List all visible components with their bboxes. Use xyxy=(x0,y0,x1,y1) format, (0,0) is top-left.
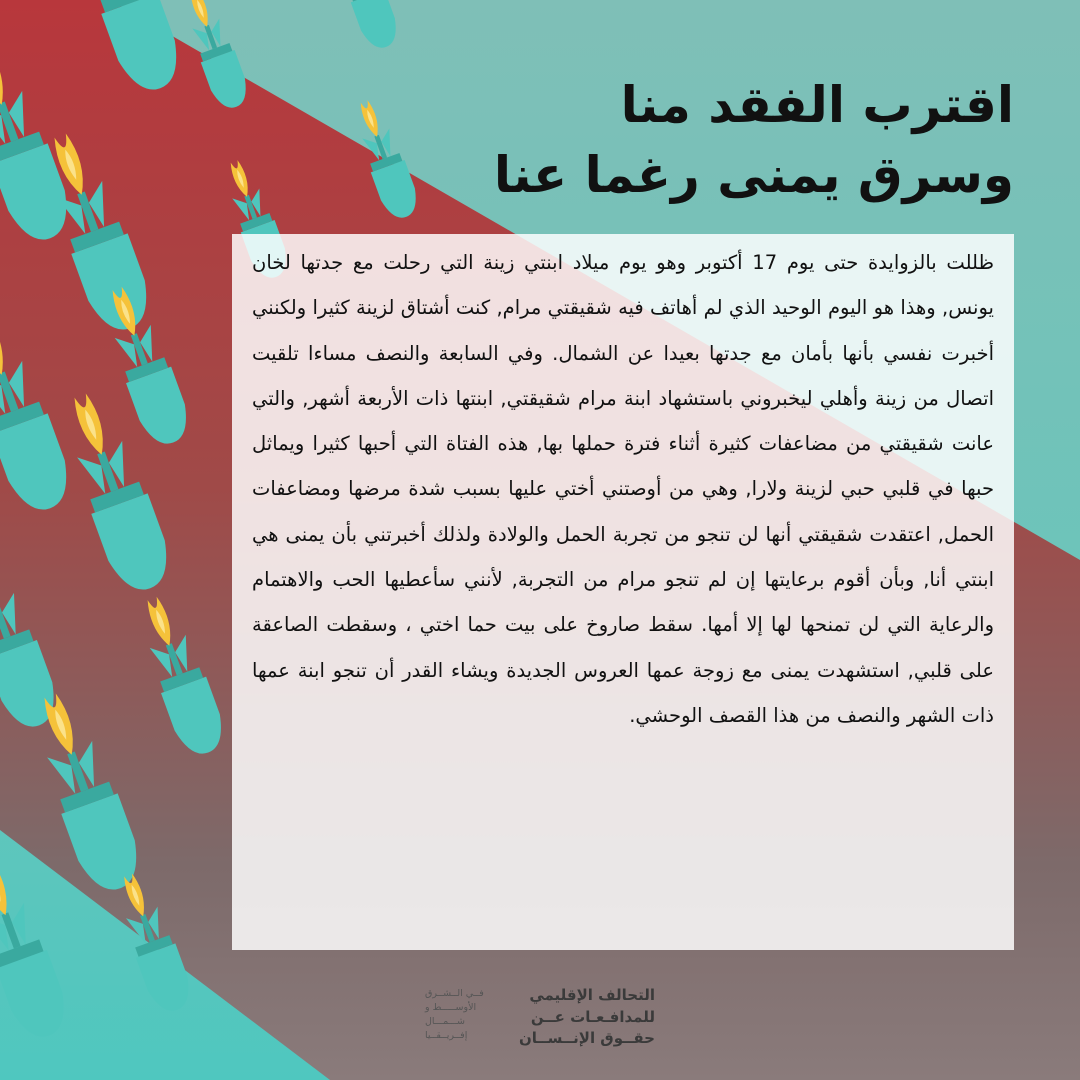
logo-sub-line: شـــمـــال xyxy=(425,1016,465,1027)
logo-main-line: التحالف الإقليمي xyxy=(529,986,655,1004)
story-panel xyxy=(232,234,1014,950)
organization-logo xyxy=(425,985,655,1053)
missile-icon xyxy=(327,0,403,53)
headline-line-1: اقترب الفقد منا xyxy=(620,76,1014,134)
logo-main-line: حقــوق الإنــســان xyxy=(518,1029,655,1047)
headline-line-2: وسرق يمنى رغما عنا xyxy=(493,146,1014,204)
logo-sub-line: فــي الــشــرق xyxy=(425,988,484,999)
logo-main-text xyxy=(505,985,655,1050)
story-text: ظللت بالزوايدة حتى يوم 17 أكتوبر وهو يوم ميلاد ابنتي زينة التي رحلت مع جدتها لخان يونس, وهذا هو اليوم الوحيد الذي لم أهاتف فيه شقيقتي مرام, كنت أشتاق لزينة كثيرا ولكنني أخبرت نفسي بأنها بأمان مع جدتها بعيدا عن الشمال. وفي السابعة والنصف مساءا تلقيت اتصال من زينة وأهلي ليخبروني باستشهاد ابنة مرام شقيقتي, ابنتها ذات الأربعة أشهر, والتي عانت شقيقتي من مضاعفات كثيرة أثناء فترة حملها بها, هذه الفتاة التي أحبها كثيرا ويماثل حبها في قلبي حبي لزينة ولارا, وهي من أوصتني أختي عليها بسبب شدة مرضها ومضاعفات الحمل, اعتقدت شقيقتي أنها لن تنجو من تجربة الحمل والولادة ولذلك أخبرتني بأن يمنى هي ابنتي أنا, وبأن أقوم برعايتها إن لم تنجو مرام من التجربة, لأنني سأعطيها الحب والاهتمام والرعاية التي لن تمنحها لها إلا أمها. سقط صاروخ على بيت حما اختي ، وسقطت الصاعقة على قلبي, استشهدت يمنى مع زوجة عمها العروس الجديدة ويشاء القدر أن تنجو ابنة عمها ذات الشهر والنصف من هذا القصف الوحشي. xyxy=(252,251,995,727)
logo-sub-text xyxy=(425,987,503,1043)
missile-icon xyxy=(0,853,75,1045)
logo-sub-line: الأوســـــط و xyxy=(425,1002,477,1013)
logo-main-line: للمدافـعـات عــن xyxy=(530,1007,655,1026)
logo-sub-line: إفــريــقــيا xyxy=(425,1030,468,1041)
headline xyxy=(314,70,1014,210)
